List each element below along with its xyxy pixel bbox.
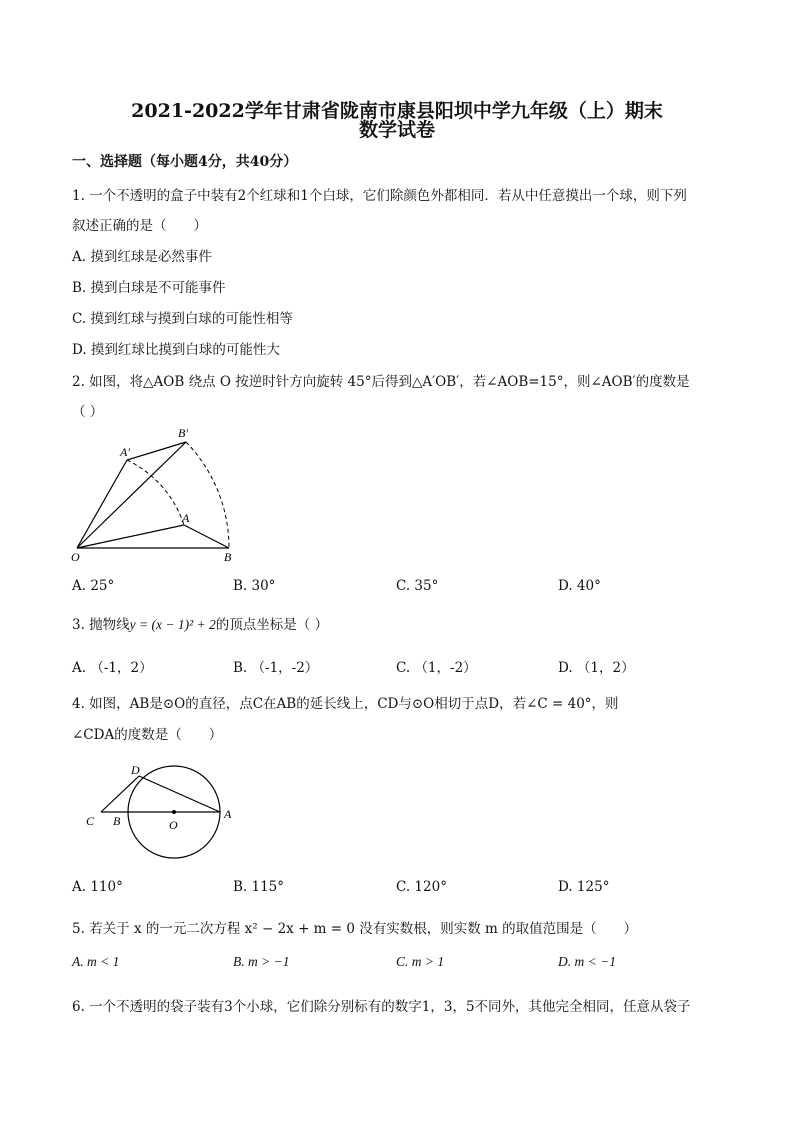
q4-option-d: D. 125° <box>558 879 610 895</box>
segment-oa-prime <box>77 460 127 548</box>
q2-stem-line2: （ ） <box>72 404 104 420</box>
q2-option-b: B. 30° <box>233 578 276 594</box>
q3-equation: y = (x − 1)² + 2 <box>129 617 216 632</box>
q1-option-a: A. 摸到红球是必然事件 <box>72 249 212 265</box>
q2-option-d: D. 40° <box>558 578 601 594</box>
q2-option-a: A. 25° <box>72 578 115 594</box>
q4-option-c: C. 120° <box>396 879 447 895</box>
page-title: 2021-2022学年甘肃省陇南市康县阳坝中学九年级（上）期末 <box>131 100 663 122</box>
q5-stem: 5. 若关于 x 的一元二次方程 x² − 2x + m = 0 没有实数根，则实数 m 的取值范围是（ ） <box>72 921 638 937</box>
label-a-prime: A′ <box>120 445 130 459</box>
label-b: B <box>224 550 232 564</box>
segment-oa <box>77 525 184 548</box>
segment-ab <box>184 525 229 548</box>
label-a: A <box>182 511 190 525</box>
q4-option-b: B. 115° <box>233 879 285 895</box>
q1-stem-line1: 1. 一个不透明的盒子中装有2个红球和1个白球，它们除颜色外都相同．若从中任意摸出一个球，则下列 <box>72 188 687 204</box>
q2-stem-line1: 2. 如图，将△AOB 绕点 O 按逆时针方向旋转 45°后得到△A′OB′，若∠AOB=15°，则∠AOB′的度数是 <box>72 374 690 390</box>
q3-option-b: B. （-1，-2） <box>233 660 319 676</box>
q2-option-c: C. 35° <box>396 578 439 594</box>
center-point <box>172 810 176 814</box>
q3-stem <box>72 613 328 633</box>
q3-option-c: C. （1，-2） <box>396 660 477 676</box>
q4-circle-figure <box>80 756 245 871</box>
arc-a-to-a-prime <box>127 460 184 525</box>
q5-option-c: C. m > 1 <box>396 954 445 969</box>
page-subtitle: 数学试卷 <box>358 119 435 141</box>
q3-prefix: 3. 抛物线 <box>72 617 130 633</box>
q4-option-a: A. 110° <box>72 879 123 895</box>
q3-option-a: A. （-1，2） <box>72 660 153 676</box>
label-c: C <box>86 814 95 828</box>
q4-stem-line1: 4. 如图，AB是⊙O的直径，点C在AB的延长线上，CD与⊙O相切于点D，若∠C = 40°，则 <box>72 696 619 712</box>
q5-option-b: B. m > −1 <box>233 954 290 969</box>
q1-stem-line2: 叙述正确的是（ ） <box>72 218 207 234</box>
tangent-cd <box>101 776 139 812</box>
section-heading: 一、选择题（每小题4分，共40分） <box>72 154 298 170</box>
arc-b-to-b-prime <box>186 442 229 548</box>
label-a: A <box>224 807 232 821</box>
label-o: O <box>169 818 178 832</box>
segment-ob-prime <box>77 442 186 548</box>
label-b: B <box>113 814 121 828</box>
q6-stem-line1: 6. 一个不透明的袋子装有3个小球，它们除分别标有的数字1，3，5不同外，其他完全相同，任意从袋子 <box>72 999 691 1015</box>
q1-option-b: B. 摸到白球是不可能事件 <box>72 280 226 296</box>
q3-option-d: D. （1，2） <box>558 660 635 676</box>
q1-option-d: D. 摸到红球比摸到白球的可能性大 <box>72 342 280 358</box>
q4-stem-line2: ∠CDA的度数是（ ） <box>72 727 223 743</box>
label-d: D <box>131 763 140 777</box>
label-o: O <box>71 550 80 564</box>
label-b-prime: B′ <box>178 426 188 440</box>
q3-suffix: 的顶点坐标是（ ） <box>215 617 329 633</box>
q5-option-a: A. m < 1 <box>72 954 120 969</box>
q2-rotation-figure <box>66 422 246 567</box>
q1-option-c: C. 摸到红球与摸到白球的可能性相等 <box>72 311 293 327</box>
q5-option-d: D. m < −1 <box>558 954 616 969</box>
